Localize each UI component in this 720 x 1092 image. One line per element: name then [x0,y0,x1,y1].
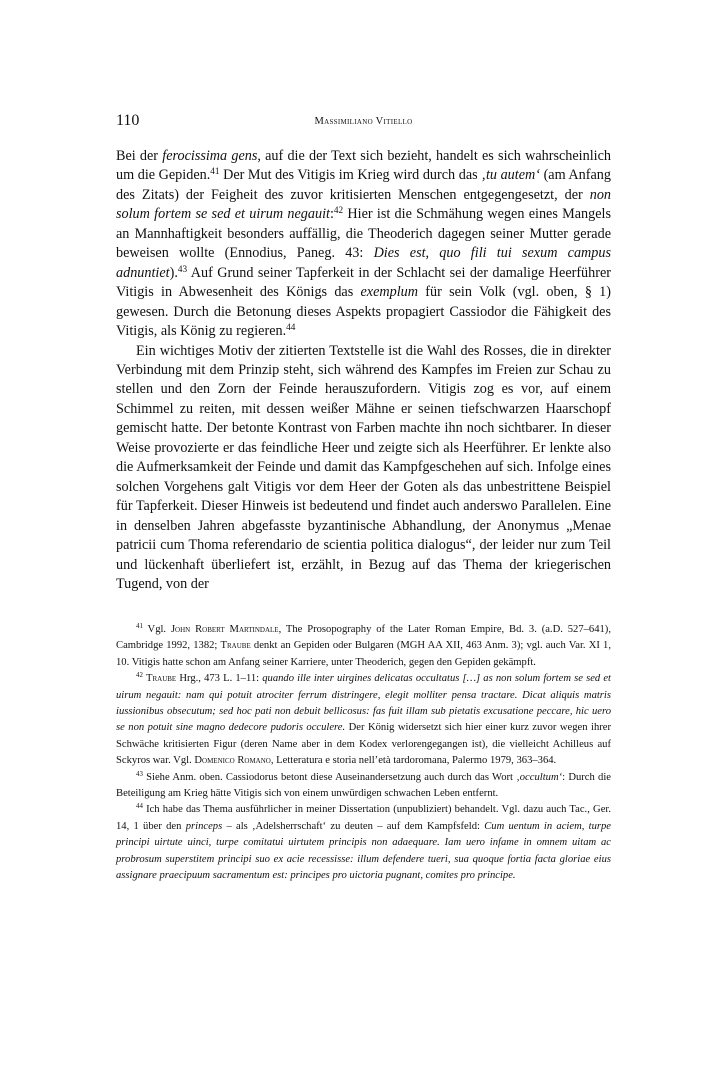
footnote-ref-44[interactable]: 44 [286,322,296,333]
footnote-42: $^{42}$ Traube Hrg., 473 L. 1–11: quando ille inter uirgines delicatas occultatus […] as non solum fortem se sed et uirum negauit: nam qui potuit atrociter ferrum distringere, elegit molliter pensa tractare. Dicat aliquis matris iussionibus obsecutum; sed hoc pati non debuit bellicosus: fas fuit illam sub pietatis excusatione peccare, hic uero se non potuit sine magno dedecore pudoris occulere. Der König widersetzt sich hier einer kurz zuvor wegen ihrer Schwäche kritisierten Figur (deren Name aber in dem Kodex verlorengegangen ist), die vielleicht Achilleus auf Sckyros war. Vgl. Domenico Romano, Letteratura e storia nell’età tardoromana, Palermo 1979, 363–364. [116,672,612,767]
page-header [116,112,611,136]
main-text [116,147,611,594]
footnote-ref-42[interactable]: 42 [333,205,344,216]
footnote-ref-43[interactable]: 43 [177,263,188,274]
footnote-ref-41[interactable]: 41 [210,166,220,177]
running-head: Massimiliano Vitiello [314,116,413,127]
paragraph-1: Bei der ferocissima gens, auf die der Text sich bezieht, handelt es sich wahrscheinlich um die Gepiden.$^{41}$ Der Mut des Vitigis im Krieg wird durch das ‚tu autem‘ (am Anfang des Zitats) der Feigheit des zuvor kritisierten Menschen entgegengesetzt, der non solum fortem se sed et uirum negauit:$^{42}$ Hier ist die Schmähung wegen eines Mangels an Mannhaftigkeit besonders auffällig, die Theoderich dagegen seiner Mutter gerade beweisen wollte (Ennodius, Paneg. 43: Dies est, quo fili tui sexum campus adnuntiet).$^{43}$ Auf Grund seiner Tapferkeit in der Schlacht sei der damalige Heerführer Vitigis in Abwesenheit des Königs das exemplum für sein Volk (vgl. oben, § 1) gewesen. Durch die Betonung dieses Aspekts propagiert Cassiodor die Fähigkeit des Vitigis, als König zu regieren.$^{44}$ [116,148,612,340]
paragraph-2: Ein wichtiges Motiv der zitierten Textstelle ist die Wahl des Rosses, die in direkter Verbindung mit dem Prinzip steht, sich während des Kampfes im Freien zur Schau zu stellen und den Zorn der Feinde herauszufordern. Vitigis zog es vor, auf einem Schimmel zu reiten, mit dessen weißer Mähne er seinen tiefschwarzen Haarschopf gemischt hatte. Der betonte Kontrast von Farben machte ihn noch sichtbarer. In dieser Weise provozierte er das feindliche Heer und zeigte sich als Heerführer. Er lenkte also die Aufmerksamkeit der Feinde und damit das Kampfgeschehen auf sich. Infolge eines solchen Vorgehens galt Vitigis vor dem Heer der Goten als das unbestrittene Beispiel für Tapferkeit. Dieser Hinweis ist bedeutend und findet auch anderswo Parallelen. Eine in denselben Jahren abgefasste byzantinische Abhandlung, der Anonymus „Menae patricii cum Thoma referendario de scientia politica dialogus“, der leider nur zum Teil und lückenhaft überliefert ist, erzählt, in Bezug auf das Thema der kriegerischen Tugend, von der [116,342,611,592]
footnotes [116,622,611,885]
page-number: 110 [116,112,140,129]
footnote-41: $^{41}$ Vgl. John Robert Martindale, The Prosopography of the Later Roman Empire, Bd. 3. (a.D. 527–641), Cambridge 1992, 1382; Traube denkt an Gepiden oder Bulgaren (MGH AA XII, 463 Anm. 3); vgl. auch Var. XI 1, 10. Vitigis hatte schon am Anfang seiner Karriere, unter Theoderich, gegen den Gepiden gekämpft. [116,623,612,668]
footnote-43: $^{43}$ Siehe Anm. oben. Cassiodorus betont diese Auseinandersetzung auch durch das Wort ‚occultum‘: Durch die Beteiligung am Krieg hätte Vitigis sich von einem unwürdigen schwachen Leben entfernt. [116,770,611,800]
footnote-44: $^{44}$ Ich habe das Thema ausführlicher in meiner Dissertation (unpubliziert) behandelt. Vgl. dazu auch Tac., Ger. 14, 1 über den princeps – als ‚Adelsherrschaft‘ zu deuten – auf dem Kampfsfeld: Cum uentum in aciem, turpe principi uirtute uinci, turpe comitatui uirtutem principis non adaequare. Iam uero infame in omnem uitam ac probrosum superstitem principi suo ex acie recessisse: illum defendere tueri, sua quoque fortia facta gloriae eius assignare praecipuum sacramentum est: principes pro uictoria pugnant, comites pro principe. [116,803,611,882]
